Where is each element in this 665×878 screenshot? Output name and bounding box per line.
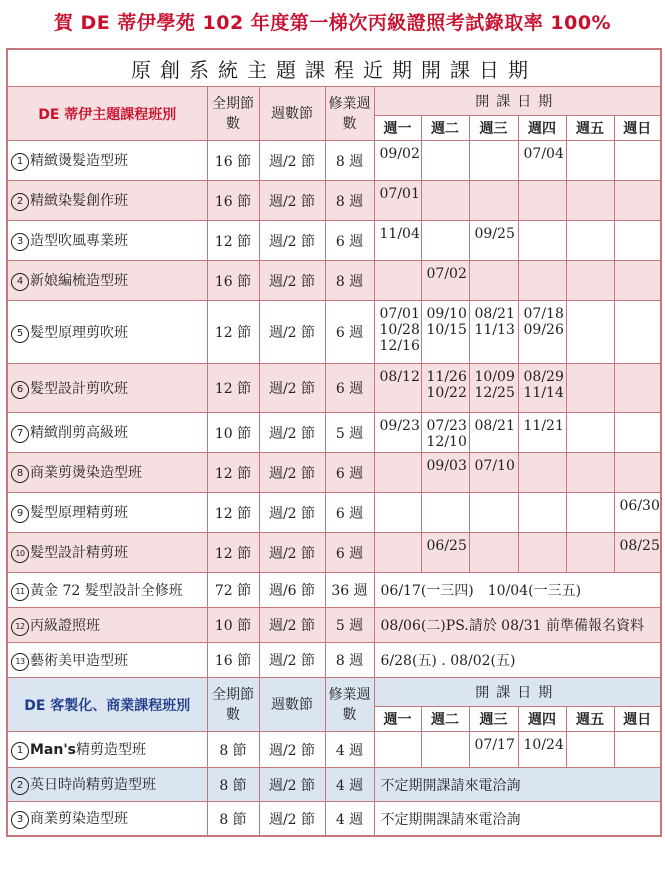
date-cell-day-4: 07/04 [518,141,566,181]
class-name: 精緻削剪高級班 [30,425,128,441]
total-sessions: 16 節 [207,141,259,181]
table-row [7,608,661,643]
weekly-sessions: 週/2 節 [259,533,325,573]
date-cell-day-4 [518,493,566,533]
class-name-cell [7,493,207,533]
date-cell-day-5 [566,301,614,364]
weeks: 6 週 [325,364,374,413]
banner-title: 原創系統主題課程近期開課日期 [7,49,661,87]
date-cell-day-5 [566,141,614,181]
weekly-sessions: 週/2 節 [259,301,325,364]
weeks: 8 週 [325,643,374,678]
header-weeks: 修業週數 [325,678,374,732]
date-cell-day-6 [614,453,661,493]
row-number-badge: 3 [11,811,29,829]
row-number-badge: 2 [11,193,29,211]
header-class-name: DE 客製化、商業課程班別 [7,678,207,732]
class-name-cell [7,301,207,364]
date-cell-day-5 [566,181,614,221]
total-sessions: 12 節 [207,453,259,493]
class-name: 丙級證照班 [30,617,100,634]
table-row [7,493,661,533]
weekly-sessions: 週/2 節 [259,181,325,221]
date-cell-day-5 [566,364,614,413]
date-cell-day-4 [518,453,566,493]
row-number-badge: 1 [11,742,29,760]
total-sessions: 16 節 [207,181,259,221]
weeks: 5 週 [325,608,374,643]
date-note: 06/17(一三四) 10/04(一三五) [374,573,661,608]
header-row [7,678,661,707]
date-cell-day-5 [566,533,614,573]
class-name-cell [7,141,207,181]
weekly-sessions: 週/2 節 [259,802,325,837]
date-cell-day-2: 09/10 10/15 [421,301,469,364]
date-cell-day-4: 11/21 [518,413,566,453]
date-note: 不定期開課請來電洽詢 [374,802,661,837]
weeks: 6 週 [325,493,374,533]
weeks: 4 週 [325,802,374,837]
date-cell-day-3: 07/17 [469,732,518,768]
row-number-badge: 6 [11,381,29,399]
date-cell-day-6 [614,732,661,768]
date-cell-day-5 [566,221,614,261]
date-cell-day-6: 08/25 [614,533,661,573]
table-row [7,413,661,453]
total-sessions: 12 節 [207,533,259,573]
class-name: 精剪造型班 [75,742,146,758]
weekly-sessions: 週/2 節 [259,453,325,493]
header-day-2: 週二 [421,707,469,732]
date-cell-day-1: 07/01 [374,181,421,221]
row-number-badge: 13 [11,653,29,671]
date-cell-day-6 [614,413,661,453]
total-sessions: 12 節 [207,364,259,413]
header-open-dates: 開課日期 [374,87,661,116]
total-sessions: 12 節 [207,493,259,533]
date-cell-day-6 [614,181,661,221]
date-note: 08/06(二)PS.請於 08/31 前準備報名資料 [374,608,661,643]
date-cell-day-3: 07/10 [469,453,518,493]
weeks: 8 週 [325,141,374,181]
date-cell-day-4 [518,533,566,573]
date-cell-day-2 [421,732,469,768]
date-cell-day-1: 09/02 [374,141,421,181]
date-cell-day-6 [614,301,661,364]
date-cell-day-2: 06/25 [421,533,469,573]
class-name: 英日時尚精剪造型班 [30,777,156,793]
header-weekly-sessions: 週數節 [259,87,325,141]
date-cell-day-3: 08/21 11/13 [469,301,518,364]
row-number-badge: 10 [11,545,29,563]
class-name: 藝術美甲造型班 [30,652,128,669]
date-cell-day-1 [374,493,421,533]
table-row [7,221,661,261]
date-cell-day-2 [421,221,469,261]
class-name: 髮型原理剪吹班 [30,324,128,341]
weekly-sessions: 週/2 節 [259,493,325,533]
table-row [7,364,661,413]
total-sessions: 12 節 [207,301,259,364]
weekly-sessions: 週/2 節 [259,261,325,301]
date-cell-day-2: 09/03 [421,453,469,493]
header-class-name: DE 蒂伊主題課程班別 [7,87,207,141]
date-cell-day-4 [518,221,566,261]
header-day-4: 週四 [518,116,566,141]
class-name-cell [7,413,207,453]
row-number-badge: 1 [11,153,29,171]
weeks: 4 週 [325,732,374,768]
row-number-badge: 11 [11,583,29,601]
class-name: 髮型原理精剪班 [30,505,128,521]
date-cell-day-3 [469,261,518,301]
weekly-sessions: 週/2 節 [259,768,325,802]
class-name: 新娘編梳造型班 [30,273,128,289]
table-row [7,768,661,802]
row-number-badge: 2 [11,777,29,795]
header-day-4: 週四 [518,707,566,732]
schedule-table [6,48,662,837]
date-cell-day-4: 08/29 11/14 [518,364,566,413]
class-name: 黃金 72 髮型設計全修班 [30,582,183,599]
class-name: 髮型設計剪吹班 [30,380,128,397]
class-name-cell [7,643,207,678]
date-cell-day-3 [469,141,518,181]
header-day-5: 週五 [566,116,614,141]
main-title: 賀 DE 蒂伊學苑 102 年度第一梯次丙級證照考試錄取率 100% [53,12,612,34]
date-cell-day-2 [421,141,469,181]
row-number-badge: 5 [11,325,29,343]
weekly-sessions: 週/2 節 [259,732,325,768]
date-cell-day-3 [469,533,518,573]
row-number-badge: 3 [11,233,29,251]
header-weekly-sessions: 週數節 [259,678,325,732]
date-note: 不定期開課請來電洽詢 [374,768,661,802]
table-row [7,802,661,837]
header-day-3: 週三 [469,116,518,141]
class-name-cell [7,608,207,643]
date-cell-day-3: 10/09 12/25 [469,364,518,413]
date-cell-day-5 [566,413,614,453]
date-cell-day-2 [421,493,469,533]
row-number-badge: 8 [11,465,29,483]
table-row [7,573,661,608]
table-row [7,453,661,493]
date-cell-day-3 [469,181,518,221]
class-name: 精緻染髮創作班 [30,193,128,209]
class-name-cell [7,533,207,573]
header-open-dates: 開課日期 [374,678,661,707]
weekly-sessions: 週/2 節 [259,608,325,643]
weeks: 6 週 [325,453,374,493]
date-cell-day-1: 11/04 [374,221,421,261]
class-name-cell [7,261,207,301]
date-cell-day-4 [518,261,566,301]
header-day-5: 週五 [566,707,614,732]
date-cell-day-6 [614,364,661,413]
class-name-cell [7,768,207,802]
date-note: 6/28(五) . 08/02(五) [374,643,661,678]
date-cell-day-1 [374,261,421,301]
total-sessions: 72 節 [207,573,259,608]
row-number-badge: 9 [11,505,29,523]
row-number-badge: 12 [11,618,29,636]
table-row [7,261,661,301]
date-cell-day-3 [469,493,518,533]
date-cell-day-5 [566,493,614,533]
date-cell-day-3: 09/25 [469,221,518,261]
total-sessions: 10 節 [207,413,259,453]
class-name-en: Man's [30,742,76,758]
total-sessions: 16 節 [207,261,259,301]
weekly-sessions: 週/2 節 [259,413,325,453]
header-weeks: 修業週數 [325,87,374,141]
date-cell-day-5 [566,453,614,493]
date-cell-day-1 [374,533,421,573]
date-cell-day-3: 08/21 [469,413,518,453]
class-name: 精緻燙髮造型班 [30,153,128,169]
total-sessions: 8 節 [207,802,259,837]
weekly-sessions: 週/2 節 [259,221,325,261]
date-cell-day-2: 07/23 12/10 [421,413,469,453]
weeks: 6 週 [325,533,374,573]
class-name: 髮型設計精剪班 [30,545,128,561]
date-cell-day-4: 10/24 [518,732,566,768]
weeks: 8 週 [325,181,374,221]
total-sessions: 10 節 [207,608,259,643]
date-cell-day-5 [566,732,614,768]
weekly-sessions: 週/6 節 [259,573,325,608]
date-cell-day-6 [614,261,661,301]
table-row [7,181,661,221]
header-day-2: 週二 [421,116,469,141]
class-name-cell [7,453,207,493]
weeks: 4 週 [325,768,374,802]
class-name: 造型吹風專業班 [30,233,128,249]
date-cell-day-1: 07/01 10/28 12/16 [374,301,421,364]
date-cell-day-1 [374,453,421,493]
weeks: 6 週 [325,301,374,364]
class-name-cell [7,573,207,608]
weekly-sessions: 週/2 節 [259,643,325,678]
weeks: 8 週 [325,261,374,301]
total-sessions: 16 節 [207,643,259,678]
weeks: 6 週 [325,221,374,261]
date-cell-day-6 [614,221,661,261]
class-name-cell [7,221,207,261]
weeks: 36 週 [325,573,374,608]
table-row [7,301,661,364]
total-sessions: 8 節 [207,732,259,768]
row-number-badge: 7 [11,425,29,443]
class-name: 商業剪燙染造型班 [30,465,142,481]
date-cell-day-2: 11/26 10/22 [421,364,469,413]
header-day-6: 週日 [614,707,661,732]
header-day-6: 週日 [614,116,661,141]
table-row [7,643,661,678]
date-cell-day-6 [614,141,661,181]
header-total-sessions: 全期節數 [207,87,259,141]
header-day-1: 週一 [374,116,421,141]
date-cell-day-4: 07/18 09/26 [518,301,566,364]
table-row [7,732,661,768]
class-name-cell [7,181,207,221]
header-day-3: 週三 [469,707,518,732]
table-row [7,141,661,181]
class-name-cell [7,802,207,837]
class-name-cell [7,364,207,413]
header-total-sessions: 全期節數 [207,678,259,732]
weekly-sessions: 週/2 節 [259,141,325,181]
date-cell-day-1 [374,732,421,768]
weeks: 5 週 [325,413,374,453]
date-cell-day-2 [421,181,469,221]
date-cell-day-1: 08/12 [374,364,421,413]
header-day-1: 週一 [374,707,421,732]
total-sessions: 12 節 [207,221,259,261]
header-row [7,87,661,116]
row-number-badge: 4 [11,273,29,291]
total-sessions: 8 節 [207,768,259,802]
class-name: 商業剪染造型班 [30,811,128,827]
table-row [7,533,661,573]
date-cell-day-6: 06/30 [614,493,661,533]
date-cell-day-1: 09/23 [374,413,421,453]
class-name-cell [7,732,207,768]
banner-row [7,49,661,87]
weekly-sessions: 週/2 節 [259,364,325,413]
date-cell-day-4 [518,181,566,221]
date-cell-day-5 [566,261,614,301]
date-cell-day-2: 07/02 [421,261,469,301]
